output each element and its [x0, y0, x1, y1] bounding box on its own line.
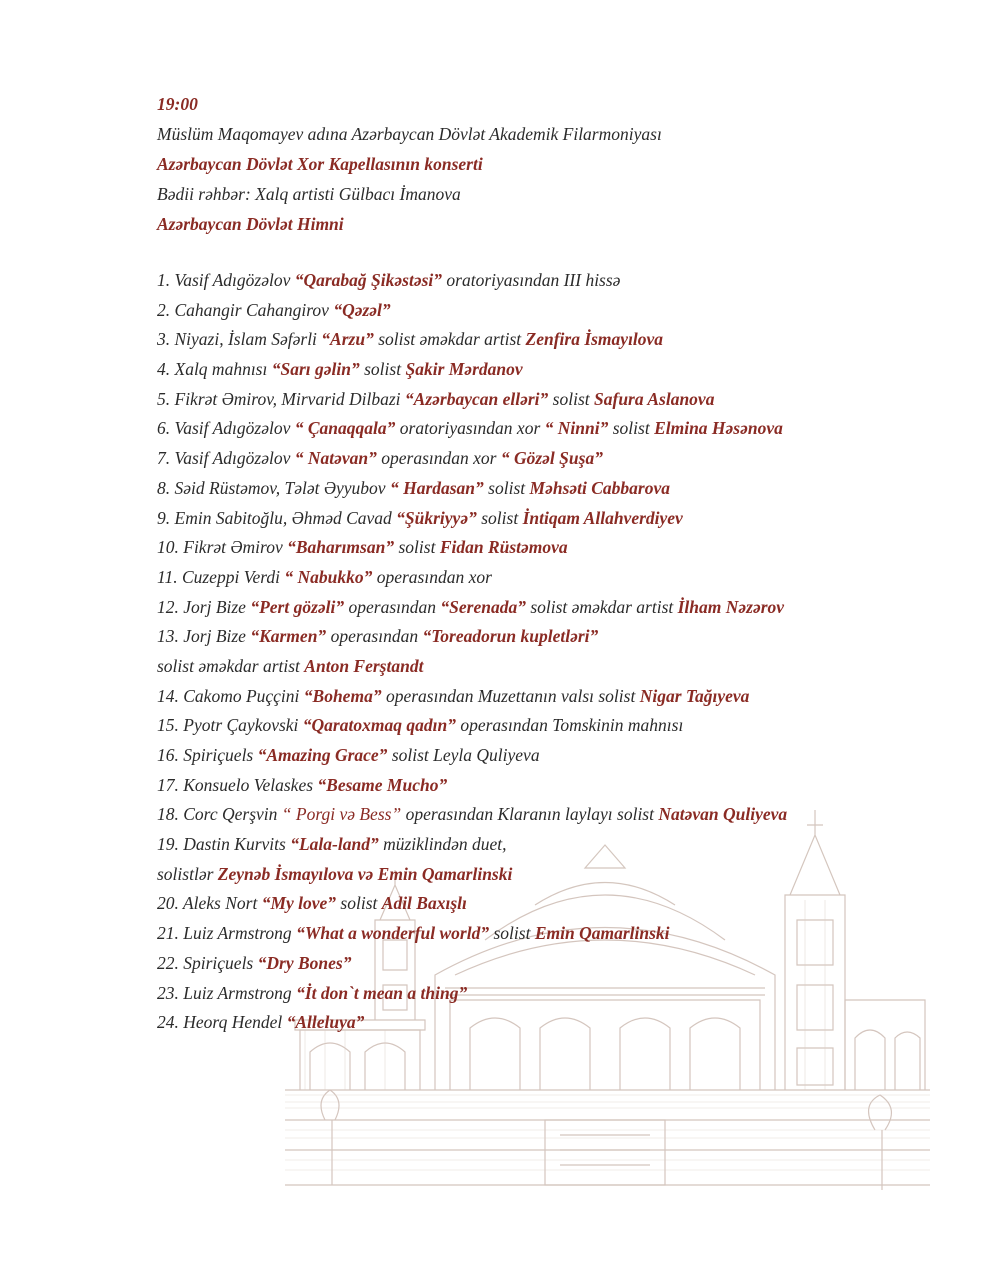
program-item: 8. Səid Rüstəmov, Tələt Əyyubov “ Hardasan” solist Məhsəti Cabbarova [157, 477, 671, 498]
program-item: 16. Spiriçuels “Amazing Grace” solist Leyla Quliyeva [157, 745, 540, 765]
artistic-director: Bədii rəhbər: Xalq artisti Gülbacı İmanova [157, 184, 461, 204]
program-list [157, 266, 957, 1038]
program-item: 14. Cakomo Puççini “Bohema” operasından Muzettanın valsı solist Nigar Tağıyeva [157, 685, 750, 706]
program-item: 6. Vasif Adıgözəlov “ Çanaqqala” oratoriyasından xor “ Ninni” solist Elmina Həsənova [157, 418, 783, 439]
program-item: 3. Niyazi, İslam Səfərli “Arzu” solist əməkdar artist Zenfira İsmayılova [157, 329, 664, 350]
program-item: 2. Cahangir Cahangirov “Qəzəl” [157, 299, 391, 320]
program-item: 15. Pyotr Çaykovski “Qaratoxmaq qadın” operasından Tomskinin mahnısı [157, 715, 684, 736]
program-item: 24. Heorq Hendel “Alleluya” [157, 1012, 365, 1033]
program-item: 18. Corc Qerşvin “ Porgi və Bess” operasından Klaranın laylayı solist Natəvan Quliyeva [157, 804, 788, 825]
program-item: 4. Xalq mahnısı “Sarı gəlin” solist Şakir Mərdanov [157, 359, 523, 380]
program-item: solistlər Zeynəb İsmayılova və Emin Qamarlinski [157, 863, 513, 884]
concert-time: 19:00 [157, 94, 198, 114]
program-item: 9. Emin Sabitoğlu, Əhməd Cavad “Şükriyyə” solist İntiqam Allahverdiyev [157, 507, 683, 528]
program-item: 23. Luiz Armstrong “İt don`t mean a thing” [157, 982, 468, 1003]
program-item: 5. Fikrət Əmirov, Mirvarid Dilbazi “Azərbaycan elləri” solist Safura Aslanova [157, 388, 715, 409]
concert-venue: Müslüm Maqomayev adına Azərbaycan Dövlət Akademik Filarmoniyası [157, 124, 662, 144]
program-item: 21. Luiz Armstrong “What a wonderful world” solist Emin Qamarlinski [157, 923, 670, 944]
program-item: solist əməkdar artist Anton Ferştandt [157, 655, 424, 676]
program-item: 12. Jorj Bize “Pert gözəli” operasından “Serenada” solist əməkdar artist İlham Nəzərov [157, 596, 785, 617]
program-item: 1. Vasif Adıgözəlov “Qarabağ Şikəstəsi” oratoriyasından III hissə [157, 270, 621, 290]
concert-title: Azərbaycan Dövlət Xor Kapellasının konserti [157, 154, 483, 174]
program-item: 13. Jorj Bize “Karmen” operasından “Toreadorun kupletləri” [157, 626, 599, 647]
program-item: 17. Konsuelo Velaskes “Besame Mucho” [157, 774, 448, 795]
program-item: 19. Dastin Kurvits “Lala-land” müziklindən duet, [157, 834, 507, 855]
program-item: 11. Cuzeppi Verdi “ Nabukko” operasından xor [157, 566, 492, 587]
program-item: 20. Aleks Nort “My love” solist Adil Baxışlı [157, 893, 467, 914]
program-item: 22. Spiriçuels “Dry Bones” [157, 952, 352, 973]
state-anthem: Azərbaycan Dövlət Himni [157, 214, 344, 234]
program-item: 7. Vasif Adıgözəlov “ Natəvan” operasından xor “ Gözəl Şuşa” [157, 448, 603, 469]
concert-header [157, 89, 957, 239]
program-item: 10. Fikrət Əmirov “Baharımsan” solist Fidan Rüstəmova [157, 537, 568, 558]
